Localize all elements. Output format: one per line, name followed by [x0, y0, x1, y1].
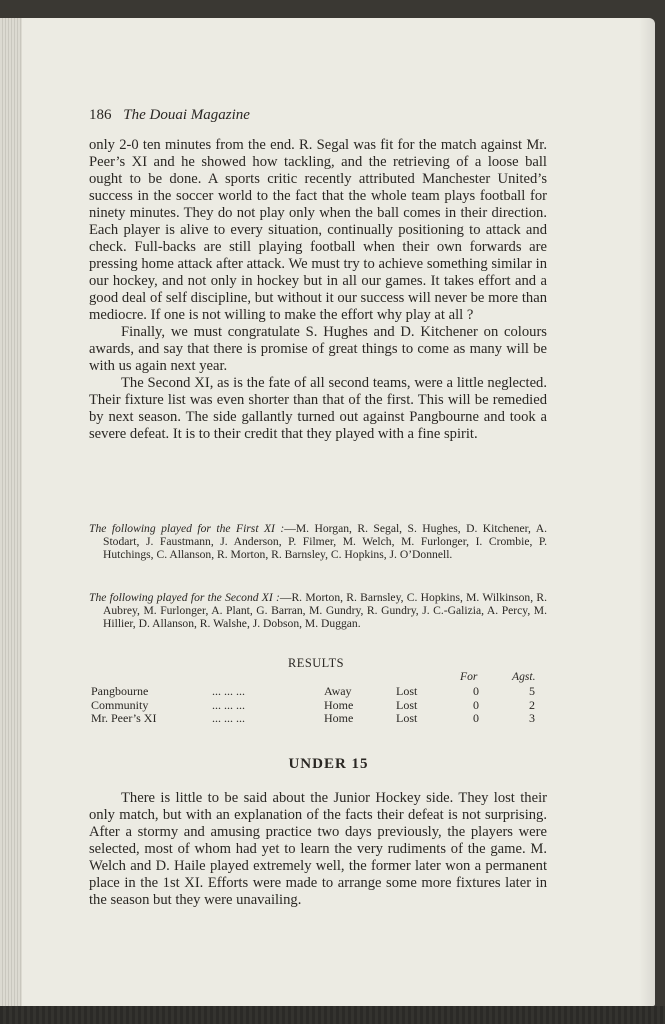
goals-against: 2 — [529, 698, 535, 712]
goals-for: 0 — [473, 684, 479, 698]
first-xi-lead: The following played for the First XI : — [89, 522, 285, 535]
under-15-heading: UNDER 15 — [288, 756, 369, 772]
paragraph-3: The Second XI, as is the fate of all second teams, were a little neglected. Their fixture list was even shorter than that of the first. This will be remedied by next season. The side gallantly turned out against Pangbourne and took a severe defeat. It is to their credit that they played with a fine spirit. — [89, 375, 547, 442]
outcome: Lost — [396, 684, 418, 698]
opponent: Community — [91, 698, 149, 712]
venue: Home — [324, 698, 354, 712]
first-xi-list — [89, 522, 547, 562]
results-heading: RESULTS — [288, 656, 345, 670]
venue: Away — [324, 684, 352, 698]
second-xi-list — [89, 591, 547, 631]
goals-for: 0 — [473, 698, 479, 712]
opponent: Mr. Peer’s XI — [91, 711, 157, 725]
running-header — [89, 107, 250, 124]
page-edges — [0, 18, 22, 1006]
goals-against: 3 — [529, 711, 535, 725]
outcome: Lost — [396, 698, 418, 712]
magazine-title: The Douai Magazine — [123, 107, 250, 123]
result-row — [0, 711, 665, 725]
paragraph-2: Finally, we must congratulate S. Hughes and D. Kitchener on colours awards, and say that there is promise of great things to come as many will be with us again next year. — [89, 324, 547, 374]
page-number: 186 — [89, 107, 112, 123]
paragraph-1: only 2-0 ten minutes from the end. R. Segal was fit for the match against Mr. Peer’s XI and he showed how tackling, and the retrieving of a loose ball ought to be done. A sports critic recently attributed Manchester United’s success in the soccer world to the fact that the whole team plays football for ninety minutes. They do not play only when the ball comes in their direction. Each player is alive to every situation, continually positioning to attack and check. Full-backs are still playing football when their own forwards are pressing home attack after attack. We must try to achieve something similar in our hockey, and not only in hockey but in all our games. It takes effort and a good deal of self discipline, but without it our success will never be more than mediocre. If one is not willing to make the effort why play at all ? — [89, 137, 547, 323]
opponent: Pangbourne — [91, 684, 149, 698]
page-gutter-shadow — [639, 18, 655, 1006]
goals-for: 0 — [473, 711, 479, 725]
under-15-text — [89, 790, 547, 909]
body-text — [89, 137, 547, 443]
leader-dots: ... ... ... — [212, 684, 245, 698]
second-xi-lead: The following played for the Second XI : — [89, 591, 280, 604]
under-15-paragraph: There is little to be said about the Junior Hockey side. They lost their only match, but with an explanation of the facts their defeat is not surprising. After a stormy and amusing practice two days previously, the players were selected, most of whom had yet to learn the very rudiments of the game. M. Welch and D. Haile played extremely well, the former later won a permanent place in the 1st XI. Efforts were made to arrange some more fixtures later in the season but they were unavailing. — [89, 790, 547, 908]
first-xi-names: —M. Horgan, R. Segal, S. Hughes, D. Kitchener, A. Stodart, J. Faustmann, J. Anderson, P. Filmer, M. Welch, M. Furlonger, I. Crombie, P. Hutchings, C. Allanson, R. Morton, R. Barnsley, C. Hopkins, J. O’Donnell. — [103, 522, 547, 562]
col-agst-heading: Agst. — [512, 670, 536, 683]
venue: Home — [324, 711, 354, 725]
leader-dots: ... ... ... — [212, 698, 245, 712]
goals-against: 5 — [529, 684, 535, 698]
col-for-heading: For — [460, 670, 478, 683]
result-row — [0, 684, 665, 698]
second-xi-names: —R. Morton, R. Barnsley, C. Hopkins, M. Wilkinson, R. Aubrey, M. Furlonger, A. Plant, G. Barran, M. Gundry, R. Gundry, J. C.-Galizia, A. Percy, M. Hillier, D. Allanson, R. Walshe, J. Dobson, M. Duggan. — [103, 591, 547, 631]
leader-dots: ... ... ... — [212, 711, 245, 725]
scanner-bed — [0, 1006, 665, 1024]
result-row — [0, 698, 665, 712]
outcome: Lost — [396, 711, 418, 725]
